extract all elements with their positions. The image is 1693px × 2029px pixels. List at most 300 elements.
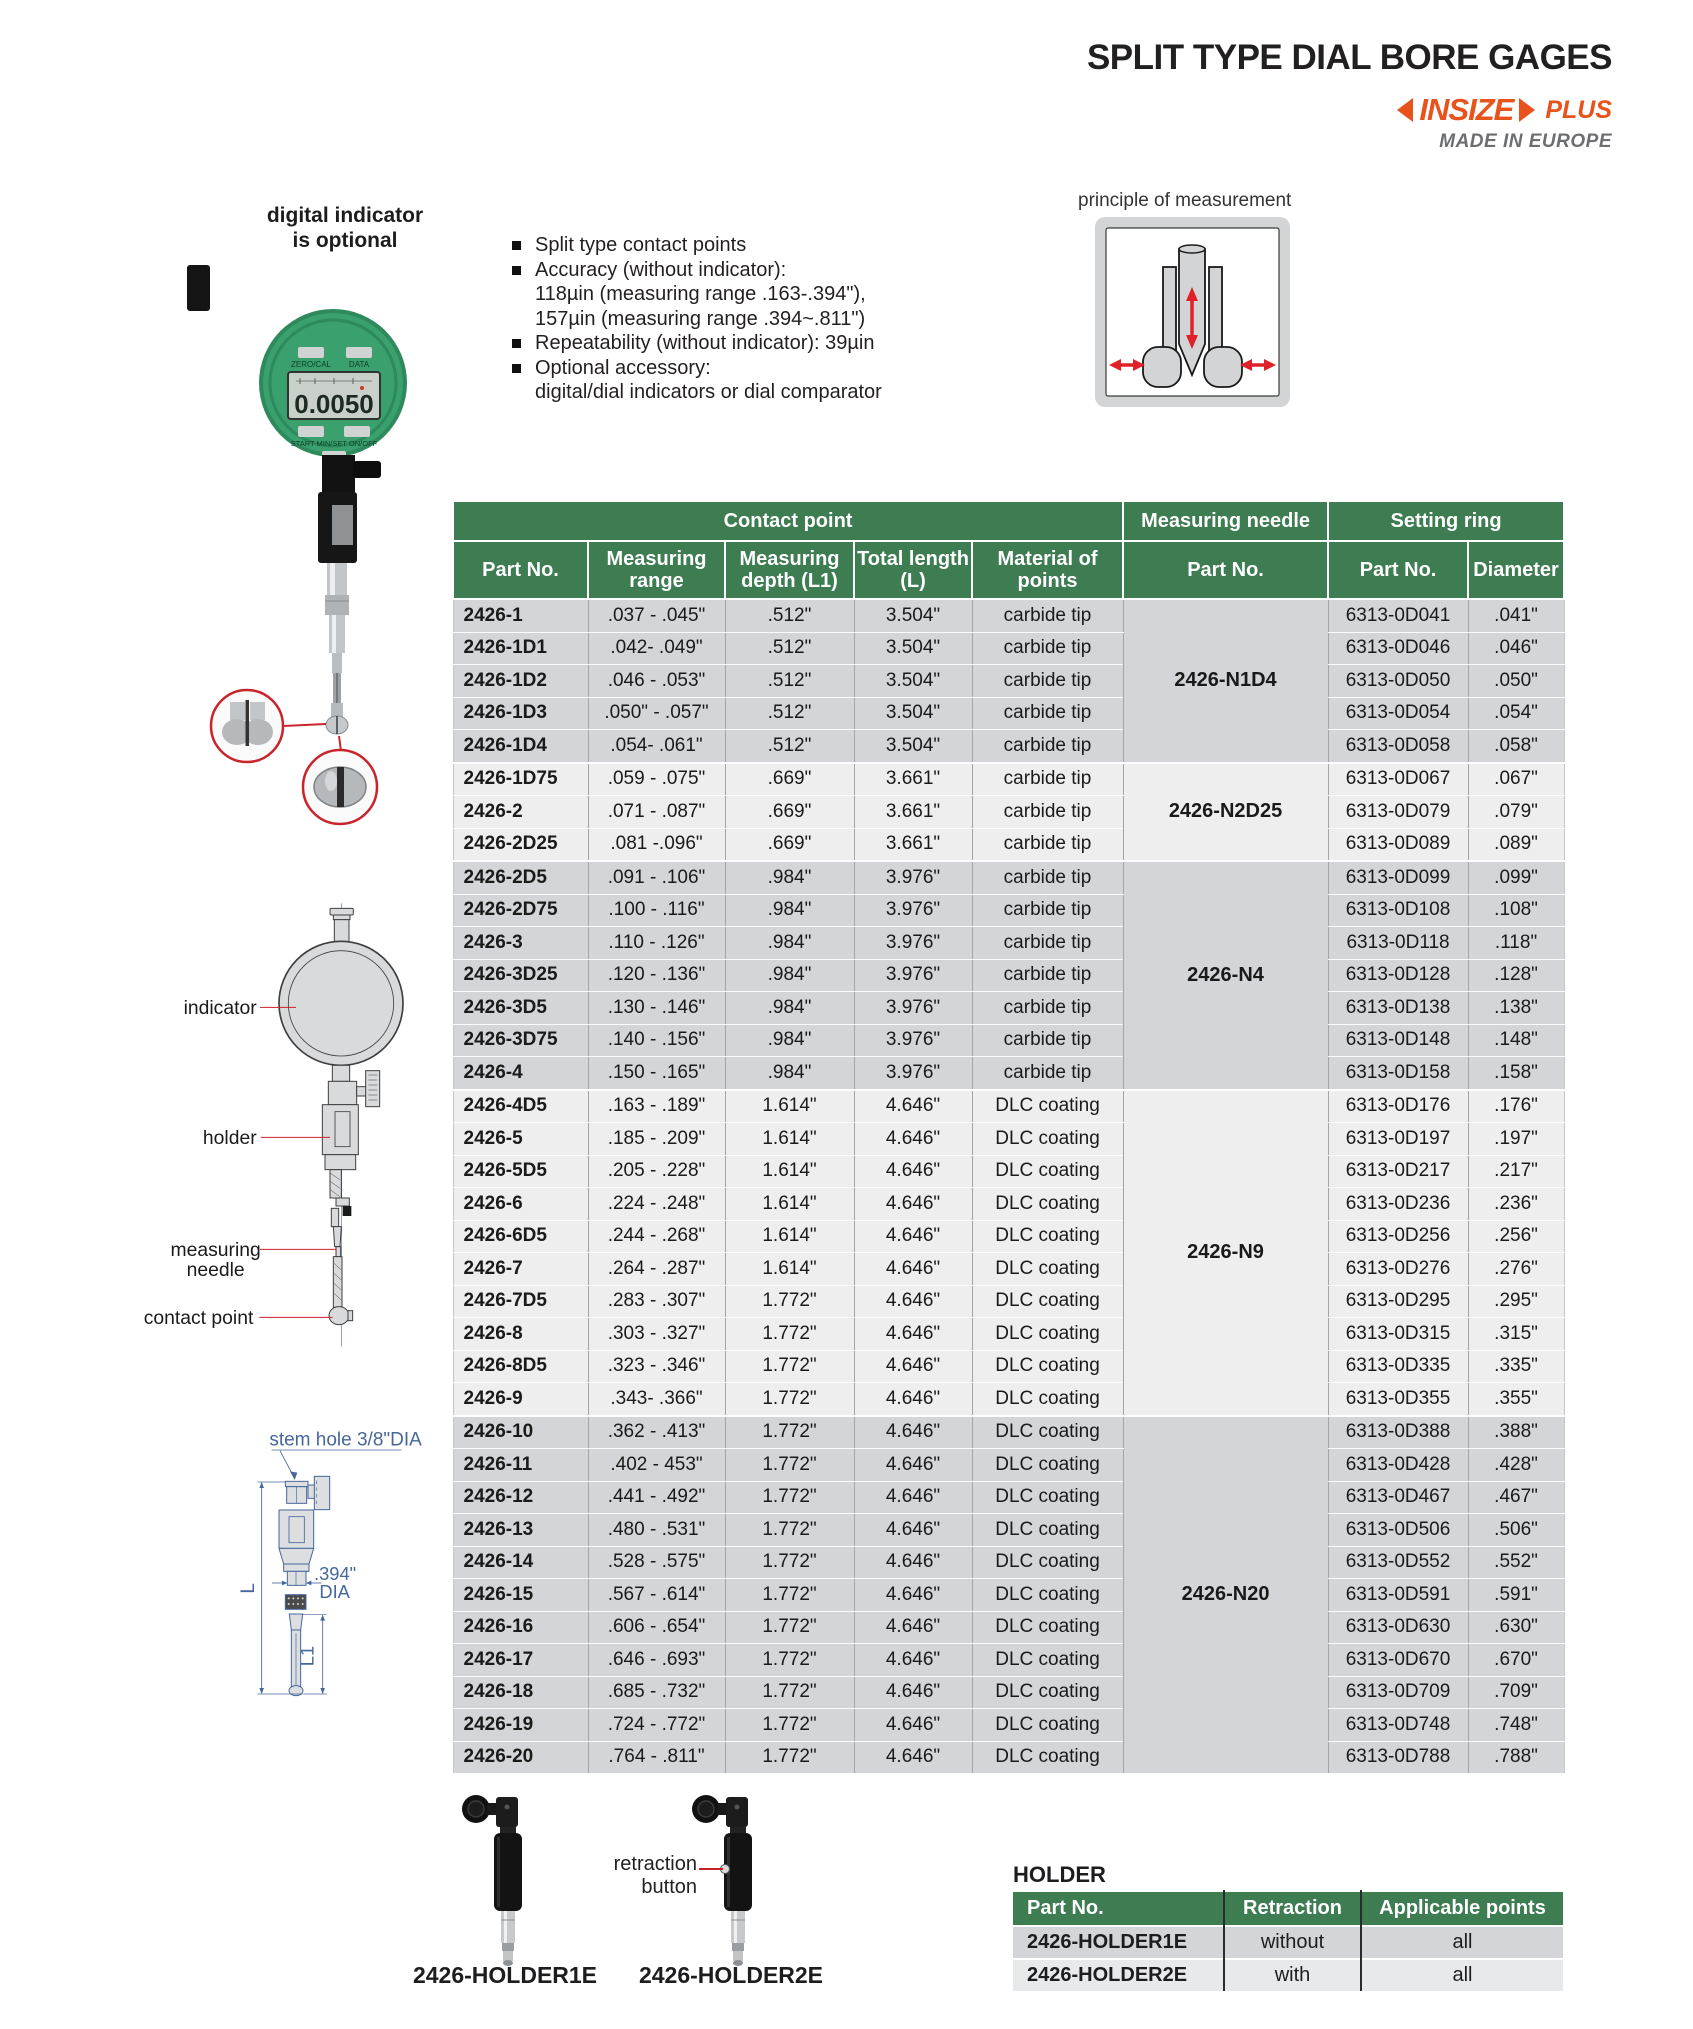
measuring-depth-cell: .984" — [725, 861, 854, 894]
table-row — [453, 665, 1564, 698]
holder-part-no-cell: 2426-HOLDER2E — [1013, 1959, 1224, 1991]
total-length-cell: 4.646" — [854, 1220, 972, 1253]
part-no-cell: 2426-5D5 — [453, 1155, 588, 1188]
principle-diagram — [1095, 217, 1290, 407]
material-cell: carbide tip — [972, 894, 1123, 927]
ring-part-no-cell: 6313-0D388 — [1328, 1416, 1468, 1449]
table-row — [453, 1644, 1564, 1677]
ring-part-no-cell: 6313-0D630 — [1328, 1611, 1468, 1644]
label-measuring: measuring — [170, 1240, 261, 1261]
holder1-label: 2426-HOLDER1E — [412, 1962, 598, 1988]
measuring-depth-cell: 1.772" — [725, 1318, 854, 1351]
measuring-depth-cell: .984" — [725, 927, 854, 960]
measuring-depth-cell: 1.772" — [725, 1676, 854, 1709]
material-cell: carbide tip — [972, 632, 1123, 665]
part-no-cell: 2426-13 — [453, 1514, 588, 1547]
ring-diameter-cell: .315" — [1468, 1318, 1564, 1351]
measuring-range-cell: .685 - .732" — [588, 1676, 725, 1709]
measuring-range-cell: .050" - .057" — [588, 697, 725, 730]
table-row — [453, 1611, 1564, 1644]
total-length-cell: 3.661" — [854, 796, 972, 829]
table-row — [453, 1024, 1564, 1057]
ring-part-no-cell: 6313-0D148 — [1328, 1024, 1468, 1057]
total-length-cell: 4.646" — [854, 1253, 972, 1286]
label-contact-point: contact point — [143, 1308, 254, 1329]
ring-part-no-cell: 6313-0D099 — [1328, 861, 1468, 894]
table-row — [453, 1383, 1564, 1416]
total-length-cell: 3.976" — [854, 861, 972, 894]
material-cell: DLC coating — [972, 1383, 1123, 1416]
measuring-range-cell: .091 - .106" — [588, 861, 725, 894]
measuring-depth-cell: .984" — [725, 959, 854, 992]
total-length-cell: 3.504" — [854, 599, 972, 632]
holder-col-applicable: Applicable points — [1361, 1891, 1563, 1926]
ring-part-no-cell: 6313-0D506 — [1328, 1514, 1468, 1547]
holder-col-part-no: Part No. — [1013, 1891, 1224, 1926]
ring-part-no-cell: 6313-0D046 — [1328, 632, 1468, 665]
measuring-depth-cell: .512" — [725, 697, 854, 730]
logo-left-arrow-icon — [1397, 98, 1413, 122]
needle-part-no-cell: 2426-N9 — [1123, 1090, 1328, 1416]
material-cell: carbide tip — [972, 992, 1123, 1025]
btn-data-label: DATA — [348, 360, 370, 369]
feature-item: Repeatability (without indicator): 39µin — [512, 331, 992, 356]
measuring-depth-cell: .512" — [725, 730, 854, 763]
ring-diameter-cell: .236" — [1468, 1188, 1564, 1221]
part-no-cell: 2426-1 — [453, 599, 588, 632]
needle-part-no-cell: 2426-N1D4 — [1123, 599, 1328, 763]
material-cell: DLC coating — [972, 1318, 1123, 1351]
ring-diameter-cell: .709" — [1468, 1676, 1564, 1709]
ring-diameter-cell: .670" — [1468, 1644, 1564, 1677]
ring-diameter-cell: .506" — [1468, 1514, 1564, 1547]
ring-part-no-cell: 6313-0D089 — [1328, 828, 1468, 861]
part-no-cell: 2426-14 — [453, 1546, 588, 1579]
material-cell: DLC coating — [972, 1449, 1123, 1482]
ring-diameter-cell: .054" — [1468, 697, 1564, 730]
material-cell: carbide tip — [972, 927, 1123, 960]
total-length-cell: 4.646" — [854, 1155, 972, 1188]
col-header-ring-part-no: Part No. — [1328, 541, 1468, 599]
material-cell: carbide tip — [972, 763, 1123, 796]
measuring-range-cell: .046 - .053" — [588, 665, 725, 698]
ring-part-no-cell: 6313-0D050 — [1328, 665, 1468, 698]
measuring-depth-cell: .512" — [725, 599, 854, 632]
ring-diameter-cell: .058" — [1468, 730, 1564, 763]
material-cell: DLC coating — [972, 1514, 1123, 1547]
material-cell: DLC coating — [972, 1253, 1123, 1286]
holder-col-retraction: Retraction — [1224, 1891, 1361, 1926]
col-header-ring-diameter: Diameter — [1468, 541, 1564, 599]
ring-part-no-cell: 6313-0D054 — [1328, 697, 1468, 730]
total-length-cell: 4.646" — [854, 1644, 972, 1677]
table-row — [453, 1350, 1564, 1383]
ring-diameter-cell: .428" — [1468, 1449, 1564, 1482]
measuring-range-cell: .646 - .693" — [588, 1644, 725, 1677]
measuring-range-cell: .224 - .248" — [588, 1188, 725, 1221]
group-header-contact-point: Contact point — [453, 501, 1123, 541]
part-no-cell: 2426-4D5 — [453, 1090, 588, 1123]
ring-part-no-cell: 6313-0D079 — [1328, 796, 1468, 829]
measuring-depth-cell: 1.772" — [725, 1416, 854, 1449]
material-cell: DLC coating — [972, 1546, 1123, 1579]
total-length-cell: 3.976" — [854, 959, 972, 992]
ring-part-no-cell: 6313-0D670 — [1328, 1644, 1468, 1677]
ring-diameter-cell: .335" — [1468, 1350, 1564, 1383]
table-row — [453, 1253, 1564, 1286]
part-no-cell: 2426-1D2 — [453, 665, 588, 698]
material-cell: carbide tip — [972, 861, 1123, 894]
total-length-cell: 3.661" — [854, 828, 972, 861]
measuring-depth-cell: 1.772" — [725, 1611, 854, 1644]
total-length-cell: 4.646" — [854, 1709, 972, 1742]
table-row — [453, 1481, 1564, 1514]
ring-diameter-cell: .176" — [1468, 1090, 1564, 1123]
total-length-cell: 3.504" — [854, 730, 972, 763]
ring-part-no-cell: 6313-0D295 — [1328, 1285, 1468, 1318]
measuring-depth-cell: .669" — [725, 828, 854, 861]
ring-part-no-cell: 6313-0D709 — [1328, 1676, 1468, 1709]
table-row — [453, 861, 1564, 894]
table-row — [453, 1709, 1564, 1742]
material-cell: DLC coating — [972, 1481, 1123, 1514]
measuring-range-cell: .402 - 453" — [588, 1449, 725, 1482]
part-no-cell: 2426-10 — [453, 1416, 588, 1449]
measuring-range-cell: .130 - .146" — [588, 992, 725, 1025]
measuring-depth-cell: 1.772" — [725, 1579, 854, 1612]
measuring-depth-cell: .984" — [725, 1024, 854, 1057]
total-length-cell: 3.976" — [854, 1057, 972, 1090]
product-photo — [140, 255, 440, 885]
ring-diameter-cell: .041" — [1468, 599, 1564, 632]
ring-part-no-cell: 6313-0D552 — [1328, 1546, 1468, 1579]
part-no-cell: 2426-1D1 — [453, 632, 588, 665]
ring-diameter-cell: .788" — [1468, 1741, 1564, 1774]
material-cell: carbide tip — [972, 697, 1123, 730]
part-no-cell: 2426-3D5 — [453, 992, 588, 1025]
material-cell: DLC coating — [972, 1416, 1123, 1449]
made-in-label: MADE IN EUROPE — [1439, 131, 1612, 152]
measuring-depth-cell: 1.614" — [725, 1090, 854, 1123]
measuring-range-cell: .303 - .327" — [588, 1318, 725, 1351]
total-length-cell: 4.646" — [854, 1350, 972, 1383]
total-length-cell: 4.646" — [854, 1090, 972, 1123]
ring-diameter-cell: .591" — [1468, 1579, 1564, 1612]
gage-line-diagram — [120, 900, 440, 1350]
ring-part-no-cell: 6313-0D467 — [1328, 1481, 1468, 1514]
total-length-cell: 4.646" — [854, 1741, 972, 1774]
ring-part-no-cell: 6313-0D748 — [1328, 1709, 1468, 1742]
page-title: SPLIT TYPE DIAL BORE GAGES — [1086, 38, 1612, 77]
col-header-needle-part-no: Part No. — [1123, 541, 1328, 599]
material-cell: DLC coating — [972, 1090, 1123, 1123]
ring-diameter-cell: .355" — [1468, 1383, 1564, 1416]
table-row — [453, 697, 1564, 730]
material-cell: DLC coating — [972, 1350, 1123, 1383]
measuring-range-cell: .323 - .346" — [588, 1350, 725, 1383]
table-row — [453, 1514, 1564, 1547]
part-no-cell: 2426-9 — [453, 1383, 588, 1416]
total-length-cell: 3.976" — [854, 1024, 972, 1057]
measuring-range-cell: .283 - .307" — [588, 1285, 725, 1318]
table-row — [453, 1318, 1564, 1351]
ring-diameter-cell: .217" — [1468, 1155, 1564, 1188]
table-row — [453, 927, 1564, 960]
btn-bottom-labels: START MIN/SET ON/OFF — [290, 439, 378, 448]
holder-retraction-cell: without — [1224, 1926, 1361, 1959]
total-length-cell: 4.646" — [854, 1579, 972, 1612]
material-cell: carbide tip — [972, 1024, 1123, 1057]
holder2-label: 2426-HOLDER2E — [638, 1962, 824, 1988]
table-row — [453, 730, 1564, 763]
ring-diameter-cell: .197" — [1468, 1123, 1564, 1156]
material-cell: carbide tip — [972, 1057, 1123, 1090]
measuring-depth-cell: 1.772" — [725, 1546, 854, 1579]
feature-item: Accuracy (without indicator): 118µin (measuring range .163-.394"), 157µin (measuring range .394~.811") — [512, 258, 992, 332]
bullet-icon — [512, 266, 521, 275]
holder-table-row — [1013, 1959, 1563, 1991]
part-no-cell: 2426-16 — [453, 1611, 588, 1644]
measuring-depth-cell: 1.772" — [725, 1741, 854, 1774]
measuring-depth-cell: .512" — [725, 665, 854, 698]
dim-l1-label: L1 — [296, 1645, 318, 1667]
ring-part-no-cell: 6313-0D591 — [1328, 1579, 1468, 1612]
ring-part-no-cell: 6313-0D428 — [1328, 1449, 1468, 1482]
dimension-drawing — [170, 1400, 430, 1760]
measuring-range-cell: .120 - .136" — [588, 959, 725, 992]
ring-part-no-cell: 6313-0D355 — [1328, 1383, 1468, 1416]
total-length-cell: 4.646" — [854, 1514, 972, 1547]
measuring-depth-cell: .984" — [725, 894, 854, 927]
label-holder: holder — [202, 1128, 257, 1149]
table-row — [453, 632, 1564, 665]
bullet-icon — [512, 241, 521, 250]
ring-diameter-cell: .089" — [1468, 828, 1564, 861]
measuring-range-cell: .163 - .189" — [588, 1090, 725, 1123]
part-no-cell: 2426-3D75 — [453, 1024, 588, 1057]
holder-part-no-cell: 2426-HOLDER1E — [1013, 1926, 1224, 1959]
ring-part-no-cell: 6313-0D197 — [1328, 1123, 1468, 1156]
brand-logo — [1370, 92, 1612, 153]
measuring-range-cell: .362 - .413" — [588, 1416, 725, 1449]
part-no-cell: 2426-15 — [453, 1579, 588, 1612]
brand-plus: PLUS — [1545, 95, 1612, 124]
table-row — [453, 1123, 1564, 1156]
part-no-cell: 2426-17 — [453, 1644, 588, 1677]
table-row — [453, 796, 1564, 829]
table-row — [453, 1220, 1564, 1253]
ring-diameter-cell: .079" — [1468, 796, 1564, 829]
holder2-photo — [690, 1793, 780, 1968]
total-length-cell: 4.646" — [854, 1123, 972, 1156]
material-cell: DLC coating — [972, 1123, 1123, 1156]
material-cell: carbide tip — [972, 959, 1123, 992]
part-no-cell: 2426-4 — [453, 1057, 588, 1090]
ring-diameter-cell: .108" — [1468, 894, 1564, 927]
ring-diameter-cell: .256" — [1468, 1220, 1564, 1253]
holder-table — [1013, 1890, 1563, 1991]
table-row — [453, 1741, 1564, 1774]
part-no-cell: 2426-5 — [453, 1123, 588, 1156]
part-no-cell: 2426-8 — [453, 1318, 588, 1351]
measuring-range-cell: .764 - .811" — [588, 1741, 725, 1774]
table-row — [453, 959, 1564, 992]
part-no-cell: 2426-2D75 — [453, 894, 588, 927]
ring-diameter-cell: .158" — [1468, 1057, 1564, 1090]
dim-l-label: L — [238, 1583, 259, 1594]
bullet-icon — [512, 364, 521, 373]
measuring-range-cell: .264 - .287" — [588, 1253, 725, 1286]
ring-diameter-cell: .552" — [1468, 1546, 1564, 1579]
logo-right-arrow-icon — [1519, 98, 1535, 122]
total-length-cell: 3.976" — [854, 894, 972, 927]
col-header-material: Material of points — [972, 541, 1123, 599]
holder-retraction-cell: with — [1224, 1959, 1361, 1991]
measuring-range-cell: .441 - .492" — [588, 1481, 725, 1514]
measuring-range-cell: .343- .366" — [588, 1383, 725, 1416]
feature-item: Optional accessory: digital/dial indicators or dial comparator — [512, 356, 992, 405]
total-length-cell: 3.976" — [854, 927, 972, 960]
ring-diameter-cell: .388" — [1468, 1416, 1564, 1449]
dia-word-label: DIA — [319, 1581, 350, 1602]
table-row — [453, 1090, 1564, 1123]
optional-indicator-note: digital indicator is optional — [266, 204, 424, 252]
total-length-cell: 4.646" — [854, 1285, 972, 1318]
total-length-cell: 4.646" — [854, 1318, 972, 1351]
ring-part-no-cell: 6313-0D315 — [1328, 1318, 1468, 1351]
measuring-depth-cell: .512" — [725, 632, 854, 665]
holder-applicable-cell: all — [1361, 1959, 1563, 1991]
material-cell: DLC coating — [972, 1644, 1123, 1677]
part-no-cell: 2426-2D25 — [453, 828, 588, 861]
measuring-depth-cell: .984" — [725, 1057, 854, 1090]
total-length-cell: 4.646" — [854, 1416, 972, 1449]
part-no-cell: 2426-7D5 — [453, 1285, 588, 1318]
measuring-depth-cell: .984" — [725, 992, 854, 1025]
part-no-cell: 2426-6D5 — [453, 1220, 588, 1253]
measuring-range-cell: .054- .061" — [588, 730, 725, 763]
measuring-range-cell: .081 -.096" — [588, 828, 725, 861]
ring-part-no-cell: 6313-0D108 — [1328, 894, 1468, 927]
group-header-setting-ring: Setting ring — [1328, 501, 1564, 541]
material-cell: DLC coating — [972, 1741, 1123, 1774]
ring-part-no-cell: 6313-0D788 — [1328, 1741, 1468, 1774]
dia-value-label: .394" — [314, 1563, 357, 1584]
ring-part-no-cell: 6313-0D335 — [1328, 1350, 1468, 1383]
ring-diameter-cell: .148" — [1468, 1024, 1564, 1057]
ring-diameter-cell: .046" — [1468, 632, 1564, 665]
ring-diameter-cell: .128" — [1468, 959, 1564, 992]
table-row — [453, 992, 1564, 1025]
measuring-range-cell: .724 - .772" — [588, 1709, 725, 1742]
measuring-depth-cell: 1.614" — [725, 1155, 854, 1188]
retraction-leader-line — [699, 1868, 723, 1870]
total-length-cell: 4.646" — [854, 1383, 972, 1416]
holder1-photo — [460, 1793, 550, 1968]
lcd-value: 0.0050 — [294, 389, 374, 419]
table-row — [453, 599, 1564, 632]
label-indicator: indicator — [183, 998, 257, 1019]
needle-part-no-cell: 2426-N4 — [1123, 861, 1328, 1090]
total-length-cell: 4.646" — [854, 1449, 972, 1482]
total-length-cell: 4.646" — [854, 1188, 972, 1221]
group-header-measuring-needle: Measuring needle — [1123, 501, 1328, 541]
measuring-depth-cell: 1.614" — [725, 1220, 854, 1253]
measuring-range-cell: .100 - .116" — [588, 894, 725, 927]
table-row — [453, 1416, 1564, 1449]
ring-part-no-cell: 6313-0D058 — [1328, 730, 1468, 763]
ring-part-no-cell: 6313-0D256 — [1328, 1220, 1468, 1253]
material-cell: carbide tip — [972, 665, 1123, 698]
measuring-range-cell: .042- .049" — [588, 632, 725, 665]
col-header-part-no: Part No. — [453, 541, 588, 599]
ring-part-no-cell: 6313-0D276 — [1328, 1253, 1468, 1286]
part-no-cell: 2426-6 — [453, 1188, 588, 1221]
ring-part-no-cell: 6313-0D128 — [1328, 959, 1468, 992]
table-row — [453, 1676, 1564, 1709]
feature-item: Split type contact points — [512, 233, 992, 258]
ring-diameter-cell: .050" — [1468, 665, 1564, 698]
measuring-range-cell: .037 - .045" — [588, 599, 725, 632]
material-cell: carbide tip — [972, 796, 1123, 829]
holder-applicable-cell: all — [1361, 1926, 1563, 1959]
feature-list — [512, 233, 992, 405]
table-row — [453, 894, 1564, 927]
table-row — [453, 1579, 1564, 1612]
measuring-range-cell: .244 - .268" — [588, 1220, 725, 1253]
part-no-cell: 2426-1D75 — [453, 763, 588, 796]
measuring-range-cell: .185 - .209" — [588, 1123, 725, 1156]
material-cell: carbide tip — [972, 730, 1123, 763]
total-length-cell: 4.646" — [854, 1546, 972, 1579]
measuring-depth-cell: .669" — [725, 796, 854, 829]
part-no-cell: 2426-19 — [453, 1709, 588, 1742]
part-no-cell: 2426-2D5 — [453, 861, 588, 894]
ring-part-no-cell: 6313-0D041 — [1328, 599, 1468, 632]
table-row — [453, 1155, 1564, 1188]
brand-name: INSIZE — [1419, 92, 1514, 127]
ring-diameter-cell: .276" — [1468, 1253, 1564, 1286]
part-no-cell: 2426-7 — [453, 1253, 588, 1286]
holder-table-body — [1013, 1926, 1563, 1991]
ring-diameter-cell: .295" — [1468, 1285, 1564, 1318]
table-row — [453, 1449, 1564, 1482]
measuring-range-cell: .150 - .165" — [588, 1057, 725, 1090]
needle-part-no-cell: 2426-N20 — [1123, 1416, 1328, 1774]
table-row — [453, 1057, 1564, 1090]
material-cell: DLC coating — [972, 1676, 1123, 1709]
total-length-cell: 3.661" — [854, 763, 972, 796]
table-row — [453, 1285, 1564, 1318]
material-cell: carbide tip — [972, 828, 1123, 861]
ring-diameter-cell: .138" — [1468, 992, 1564, 1025]
part-no-cell: 2426-20 — [453, 1741, 588, 1774]
part-no-cell: 2426-11 — [453, 1449, 588, 1482]
total-length-cell: 3.504" — [854, 697, 972, 730]
ring-diameter-cell: .118" — [1468, 927, 1564, 960]
ring-diameter-cell: .630" — [1468, 1611, 1564, 1644]
needle-part-no-cell: 2426-N2D25 — [1123, 763, 1328, 862]
measuring-range-cell: .059 - .075" — [588, 763, 725, 796]
ring-part-no-cell: 6313-0D217 — [1328, 1155, 1468, 1188]
material-cell: DLC coating — [972, 1285, 1123, 1318]
label-needle: needle — [186, 1260, 245, 1281]
measuring-range-cell: .606 - .654" — [588, 1611, 725, 1644]
part-no-cell: 2426-3 — [453, 927, 588, 960]
material-cell: DLC coating — [972, 1155, 1123, 1188]
measuring-range-cell: .110 - .126" — [588, 927, 725, 960]
main-table-body — [453, 599, 1564, 1774]
